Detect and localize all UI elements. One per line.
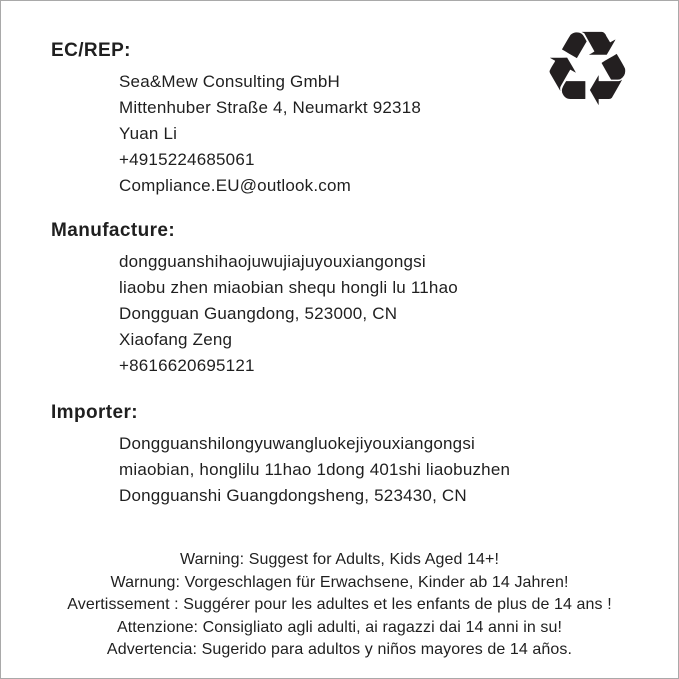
recycle-icon: ♻ xyxy=(540,8,634,130)
importer-heading: Importer: xyxy=(51,402,138,423)
manufacture-heading: Manufacture: xyxy=(51,220,176,241)
warnings-block xyxy=(1,549,678,662)
warning-de: Warnung: Vorgeschlagen für Erwachsene, Kinder ab 14 Jahren! xyxy=(110,573,569,591)
manufacture-contact-name: Xiaofang Zeng xyxy=(119,330,233,349)
ec-rep-address: Mittenhuber Straße 4, Neumarkt 92318 xyxy=(119,98,422,117)
ec-rep-contact-name: Yuan Li xyxy=(119,124,178,143)
manufacture-phone: +8616620695121 xyxy=(119,356,255,375)
importer-address: miaobian, honglilu 11hao 1dong 401shi liaobuzhen xyxy=(119,460,511,479)
manufacture-address: liaobu zhen miaobian shequ hongli lu 11hao xyxy=(119,278,458,297)
importer-details xyxy=(1,431,678,509)
ec-rep-heading: EC/REP: xyxy=(51,40,131,61)
warning-it: Attenzione: Consigliato agli adulti, ai ragazzi dai 14 anni in su! xyxy=(116,618,563,636)
warning-en: Warning: Suggest for Adults, Kids Aged 14+! xyxy=(179,551,499,568)
importer-city: Dongguanshi Guangdongsheng, 523430, CN xyxy=(119,486,467,505)
manufacture-city: Dongguan Guangdong, 523000, CN xyxy=(119,304,398,323)
ec-rep-email: Compliance.EU@outlook.com xyxy=(119,176,352,195)
ec-rep-company: Sea&Mew Consulting GmbH xyxy=(119,72,340,91)
warning-fr: Avertissement : Suggérer pour les adultes et les enfants de plus de 14 ans ! xyxy=(67,596,612,613)
manufacture-company: dongguanshihaojuwujiajuyouxiangongsi xyxy=(119,252,426,271)
warning-es: Advertencia: Sugerido para adultos y niños mayores de 14 años. xyxy=(106,641,573,658)
manufacture-details xyxy=(1,249,678,379)
ec-rep-phone: +4915224685061 xyxy=(119,150,255,169)
importer-company: Dongguanshilongyuwangluokejiyouxiangongsi xyxy=(119,434,476,453)
